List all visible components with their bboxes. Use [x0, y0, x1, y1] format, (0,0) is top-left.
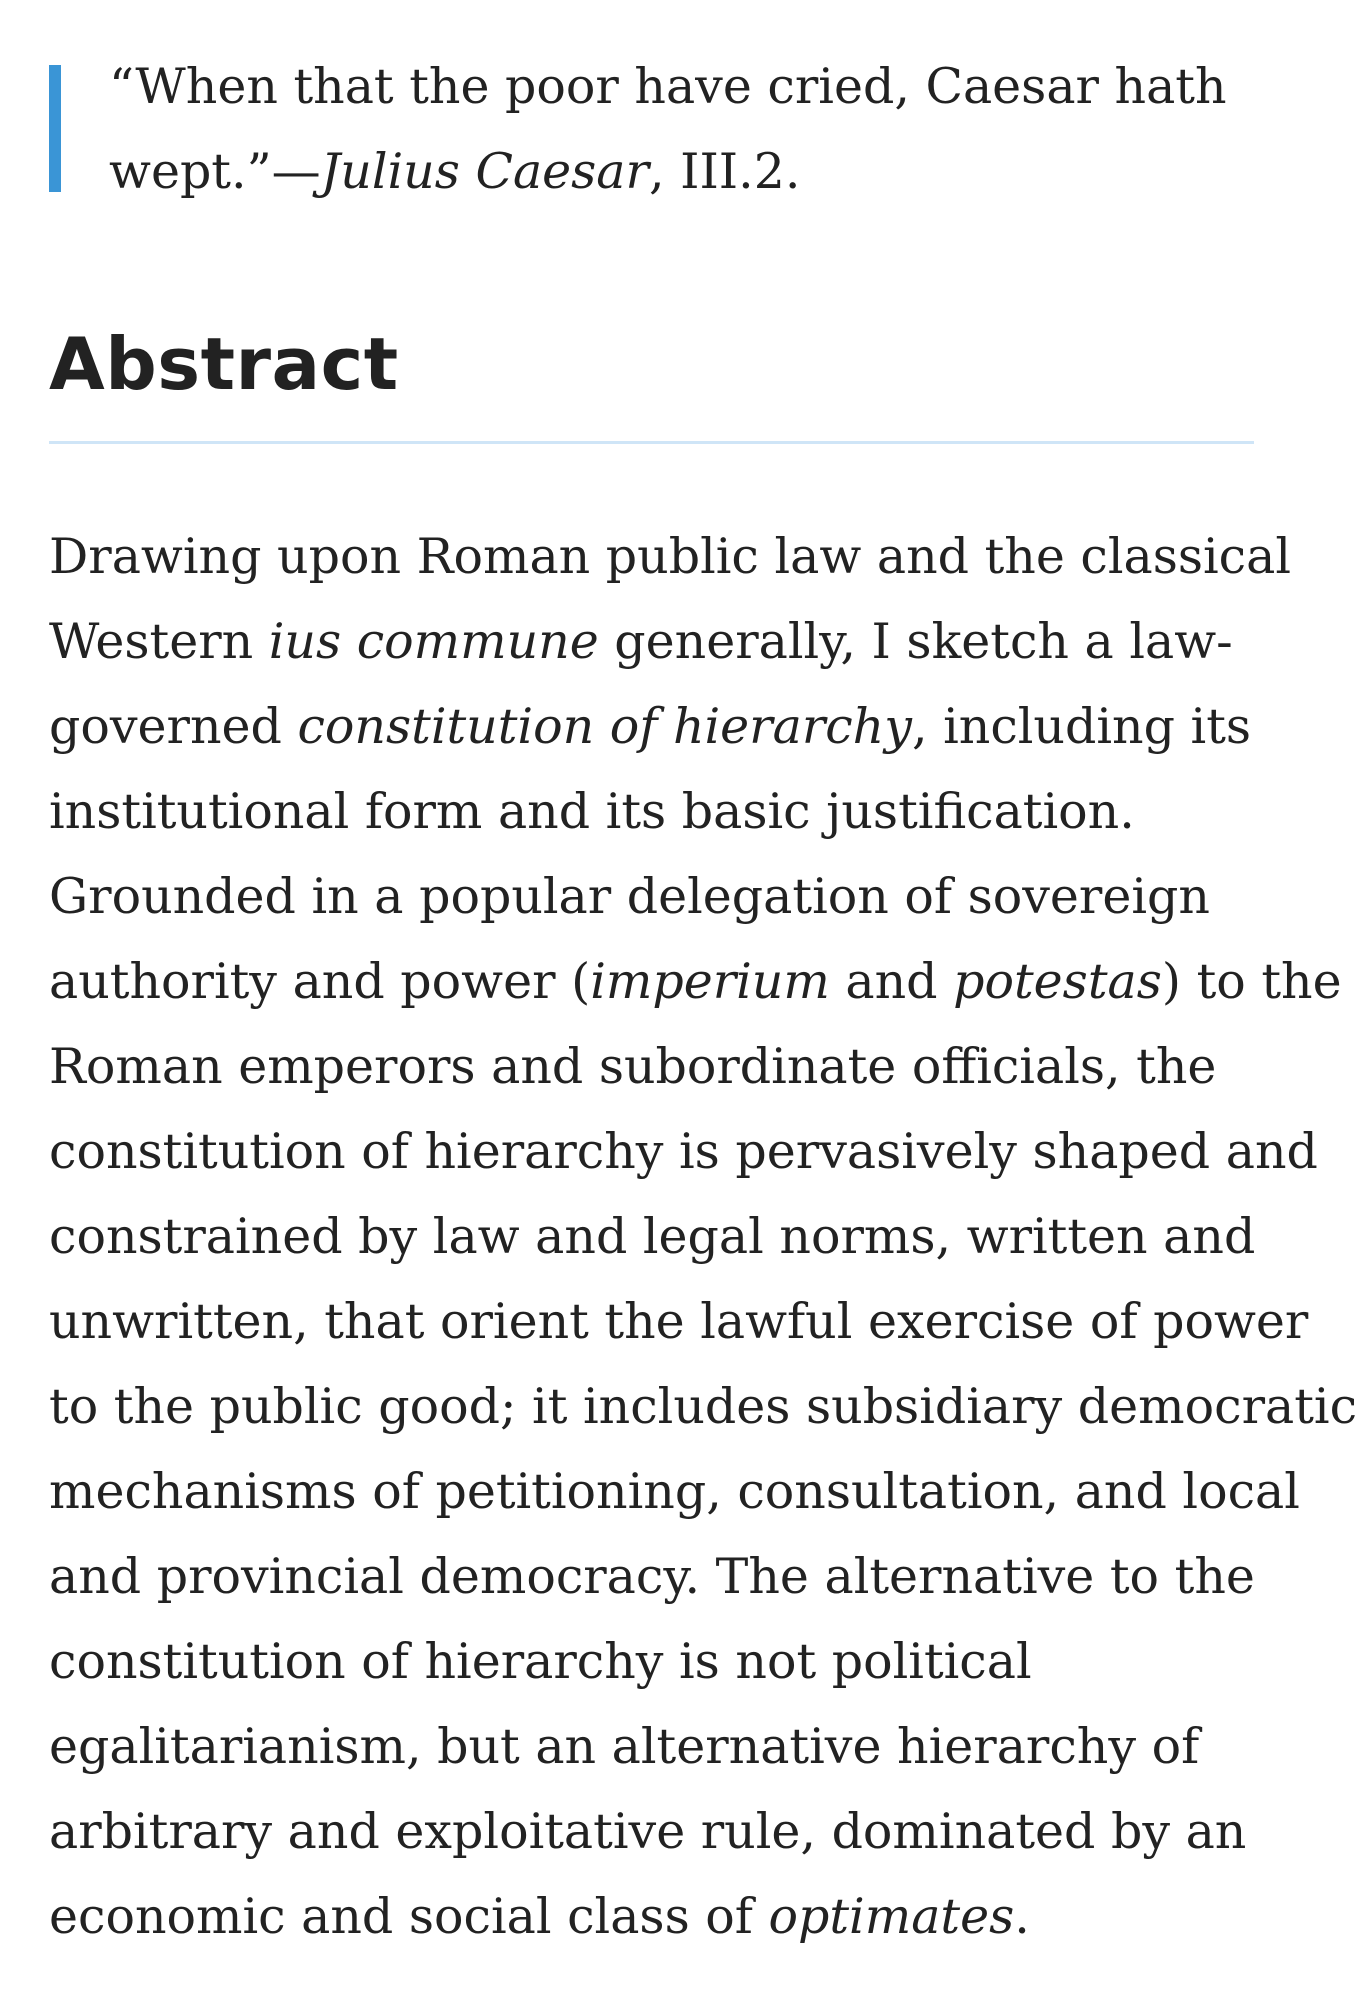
abstract-line — [49, 1619, 1254, 1704]
abstract-text: , including its — [911, 698, 1252, 755]
abstract-paragraph — [49, 514, 1357, 1959]
abstract-text: constitution of hierarchy is pervasively shaped and — [49, 1123, 1318, 1180]
italic-term: constitution of hierarchy — [297, 698, 912, 755]
abstract-text: Grounded in a popular delegation of sovereign — [49, 868, 1210, 925]
italic-term: potestas — [953, 953, 1162, 1010]
abstract-line — [49, 1534, 1254, 1619]
abstract-line — [49, 1874, 1254, 1959]
abstract-text: egalitarianism, but an alternative hierarchy of — [49, 1718, 1200, 1775]
italic-term: ius commune — [268, 613, 599, 670]
epigraph-source-work: Julius Caesar — [320, 143, 649, 200]
epigraph-quote — [49, 44, 1254, 214]
heading-divider — [49, 441, 1254, 444]
abstract-line — [49, 1449, 1300, 1534]
abstract-line — [49, 1109, 1318, 1194]
abstract-text: and — [829, 953, 954, 1010]
abstract-text: generally, I sketch a law- — [598, 613, 1233, 670]
abstract-text: institutional form and its basic justification. — [49, 783, 1135, 840]
abstract-line — [49, 514, 1292, 599]
italic-term: optimates — [768, 1888, 1015, 1945]
abstract-line — [49, 1279, 1309, 1364]
abstract-text: . — [1014, 1888, 1030, 1945]
article-content — [49, 0, 1357, 1959]
abstract-text: and provincial democracy. The alternative to the — [49, 1548, 1255, 1605]
abstract-text: arbitrary and exploitative rule, dominated by an — [49, 1803, 1247, 1860]
abstract-line — [49, 684, 1254, 769]
abstract-text: unwritten, that orient the lawful exercise of power — [49, 1293, 1309, 1350]
epigraph-line-2 — [109, 129, 1254, 214]
epigraph-citation: , III.2. — [648, 143, 801, 200]
quote-accent-bar — [49, 65, 61, 192]
abstract-text: governed — [49, 698, 298, 755]
epigraph-text: wept.”— — [109, 143, 321, 200]
abstract-text: economic and social class of — [49, 1888, 769, 1945]
abstract-line — [49, 1024, 1254, 1109]
abstract-line — [49, 599, 1254, 684]
abstract-heading: Abstract — [49, 322, 399, 406]
abstract-text: constrained by law and legal norms, written and — [49, 1208, 1256, 1265]
abstract-line — [49, 1194, 1254, 1279]
abstract-text: mechanisms of petitioning, consultation, and local — [49, 1463, 1300, 1520]
abstract-line — [49, 769, 1254, 854]
abstract-text: Drawing upon Roman public law and the classical — [49, 528, 1292, 585]
abstract-text: ) to the — [1161, 953, 1342, 1010]
abstract-text: Roman emperors and subordinate officials, the — [49, 1038, 1217, 1095]
abstract-line — [49, 1364, 1357, 1449]
abstract-line — [49, 939, 1342, 1024]
abstract-text: to the public good; it includes subsidiary democratic — [49, 1378, 1357, 1435]
abstract-line — [49, 854, 1254, 939]
italic-term: imperium — [590, 953, 830, 1010]
abstract-text: authority and power ( — [49, 953, 591, 1010]
abstract-line — [49, 1789, 1254, 1874]
abstract-line — [49, 1704, 1254, 1789]
epigraph-line-1: “When that the poor have cried, Caesar hath — [109, 58, 1227, 115]
abstract-text: constitution of hierarchy is not political — [49, 1633, 1032, 1690]
abstract-text: Western — [49, 613, 269, 670]
